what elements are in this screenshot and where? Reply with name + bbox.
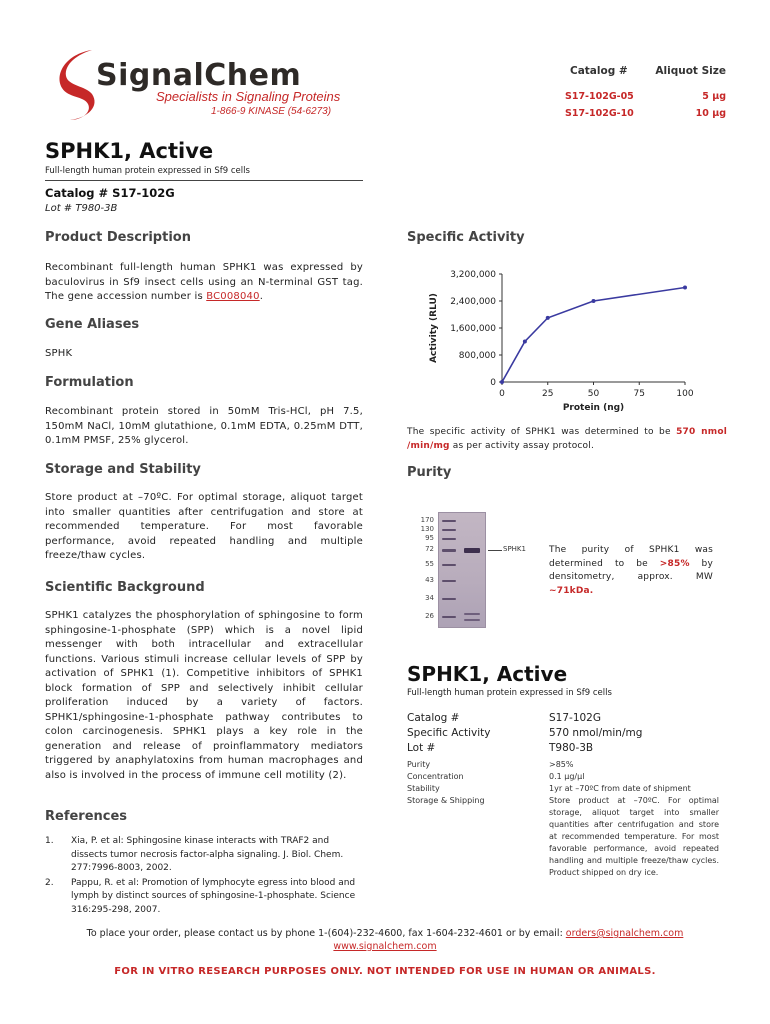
product-description-text [45, 261, 363, 305]
ds-value: T980-3B [549, 742, 594, 754]
ds-value: 570 nmol/min/mg [549, 727, 643, 739]
gene-aliases-heading: Gene Aliases [45, 317, 140, 332]
reference-number: 1. [45, 836, 54, 846]
mw-marker: 72 [425, 545, 434, 553]
x-tick-label: 50 [587, 389, 600, 399]
ladder-band [442, 538, 456, 540]
references-list [45, 835, 363, 918]
ds-concentration-value: 0.1 µg/µl [549, 772, 585, 781]
catalog-number: Catalog # S17-102G [45, 186, 175, 200]
mw-marker: 55 [425, 560, 434, 568]
purity-text [549, 544, 713, 598]
ladder-band [442, 549, 456, 552]
product-title: SPHK1, Active [45, 139, 214, 163]
y-tick-label: 800,000 [458, 351, 496, 361]
background-heading: Scientific Background [45, 580, 205, 595]
y-tick-label: 1,600,000 [450, 324, 496, 334]
datasheet-title: SPHK1, Active [407, 662, 568, 686]
ds-small-label: Concentration [407, 772, 464, 781]
y-tick-label: 3,200,000 [450, 270, 496, 280]
reference-item [45, 877, 363, 918]
activity-data-point [683, 286, 687, 290]
activity-data-point [546, 316, 550, 320]
gel-lanes [438, 512, 486, 628]
ds-label: Specific Activity [407, 727, 491, 739]
brand-name: SignalChem [96, 58, 302, 93]
brand-tagline: Specialists in Signaling Proteins [156, 89, 341, 104]
mw-value: ~71kDa. [549, 585, 594, 596]
footer-contact [0, 928, 770, 939]
purity-heading: Purity [407, 465, 452, 480]
purity-text-start: The purity of SPHK1 was determined to be [549, 545, 713, 569]
mw-marker: 130 [420, 525, 434, 533]
accession-link[interactable]: BC008040 [206, 291, 260, 302]
ds-label: Lot # [407, 742, 436, 754]
research-use-warning: FOR IN VITRO RESEARCH PURPOSES ONLY. NOT INTENDED FOR USE IN HUMAN OR ANIMALS. [114, 966, 656, 977]
description-text-end: . [259, 291, 264, 302]
activity-text-end: as per activity assay protocol. [449, 440, 595, 451]
background-text: SPHK1 catalyzes the phosphorylation of sphingosine to form sphingosine-1-phosphate (SPP) which is a novel lipid messenger with both intracellular and extracellular functions. Various stimuli increase cellular levels of SPP by activation of SPHK1 (1). Competitive inhibitors of SPHK1 block formation of SPP and selectively inhibit cellular proliferation induced by a variety of factors. SPHK1/sphingosine-1-phosphate pathway contributes to colon carcinogenesis. SPHK1 plays a key role in the generation and release of proinflammatory mediators triggered by anaphylatoxins from human macrophages and also is involved in the process of immune cell motility (2). [45, 610, 363, 781]
ds-purity-value: >85% [549, 760, 574, 769]
ladder-band [442, 564, 456, 566]
ds-value: S17-102G [549, 712, 601, 724]
gel-image [412, 512, 542, 632]
formulation-text: Recombinant protein stored in 50mM Tris-HCl, pH 7.5, 150mM NaCl, 10mM glutathione, 0.1mM EDTA, 0.25mM DTT, 0.1mM PMSF, 25% glycerol. [45, 406, 363, 446]
ds-label: Catalog # [407, 712, 460, 724]
ds-small-label: Purity [407, 760, 431, 769]
activity-data-point [592, 299, 596, 303]
product-description-heading: Product Description [45, 230, 191, 245]
activity-text: The specific activity of SPHK1 was determined to be [407, 427, 677, 437]
size-cell: 5 µg [702, 91, 726, 102]
purity-value: >85% [659, 558, 690, 569]
ladder-band [442, 580, 456, 582]
y-tick-label: 0 [490, 378, 496, 388]
reference-text: Xia, P. et al: Sphingosine kinase interacts with TRAF2 and dissects tumor necrosis factor-alpha signaling. J. Biol. Chem. 277:7996-8003, 2002. [71, 836, 344, 873]
contact-text: To place your order, please contact us by phone 1-(604)-232-4600, fax 1-604-232-4601 or by email: [86, 928, 566, 939]
catalog-column-header: Catalog # [570, 65, 628, 77]
reference-text: Pappu, R. et al: Promotion of lymphocyte egress into blood and lymph by distinct sources of sphingosine-1-phosphate. Science 316:295-298, 2007. [71, 877, 356, 915]
aliquot-column-header: Aliquot Size [655, 65, 726, 77]
mw-marker: 34 [425, 594, 434, 602]
ladder-band [442, 598, 456, 600]
catalog-cell: S17-102G-10 [565, 108, 634, 119]
activity-chart [410, 260, 710, 422]
minor-band [464, 619, 480, 621]
x-tick-label: 0 [499, 389, 505, 399]
band-arrow [488, 550, 502, 551]
gene-aliases-text: SPHK [45, 348, 73, 359]
specific-activity-heading: Specific Activity [407, 230, 525, 245]
x-tick-label: 75 [633, 389, 645, 399]
x-tick-label: 100 [676, 389, 694, 399]
x-tick-label: 25 [542, 389, 554, 399]
ds-small-label: Storage & Shipping [407, 796, 485, 805]
ladder-band [442, 520, 456, 522]
activity-data-point [500, 380, 504, 384]
ds-small-label: Stability [407, 784, 440, 793]
website-link[interactable]: www.signalchem.com [333, 941, 437, 952]
ladder-band [442, 529, 456, 531]
band-label: SPHK1 [503, 545, 526, 553]
ladder-band [442, 616, 456, 618]
title-divider [45, 180, 363, 181]
x-axis-label: Protein (ng) [562, 403, 625, 413]
reference-item [45, 835, 363, 876]
reference-number: 2. [45, 877, 54, 888]
minor-band [464, 613, 480, 615]
sphk1-band [464, 548, 480, 553]
ds-storage-value: Store product at –70ºC. For optimal storage, aliquot target into smaller quantities after centrifugation and store at recommended temperature. For most favorable performance, avoid repeated handling and multiple freeze/thaw cycles. Product shipped on dry ice. [549, 796, 719, 877]
brand-phone: 1-866-9 KINASE (54-6273) [211, 106, 332, 117]
catalog-cell: S17-102G-05 [565, 91, 634, 102]
y-axis-label: Activity (RLU) [429, 293, 439, 363]
y-tick-label: 2,400,000 [450, 297, 496, 307]
product-subtitle: Full-length human protein expressed in Sf9 cells [45, 166, 250, 176]
mw-marker: 170 [420, 516, 434, 524]
mw-marker: 26 [425, 612, 434, 620]
mw-marker: 95 [425, 534, 434, 542]
description-text: Recombinant full-length human SPHK1 was expressed by baculovirus in Sf9 insect cells using an N-terminal GST tag. The gene accession number is [45, 262, 363, 302]
activity-data-point [523, 340, 527, 344]
specific-activity-text [407, 426, 727, 453]
ds-stability-value: 1yr at –70ºC from date of shipment [549, 784, 691, 793]
activity-value: 570 nmol /min/mg [407, 427, 727, 451]
purity-text-mid: by densitometry, approx. MW [549, 558, 713, 582]
footer-website [0, 941, 770, 952]
datasheet-subtitle: Full-length human protein expressed in Sf9 cells [407, 688, 612, 698]
storage-text: Store product at –70ºC. For optimal storage, aliquot target into smaller quantities after centrifugation and store at recommended temperature. For most favorable performance, avoid repeated handling and multiple freeze/thaw cycles. [45, 492, 363, 561]
references-heading: References [45, 809, 128, 824]
email-link[interactable]: orders@signalchem.com [565, 928, 684, 939]
size-cell: 10 µg [695, 108, 726, 119]
storage-heading: Storage and Stability [45, 462, 201, 477]
mw-marker: 43 [425, 576, 434, 584]
formulation-heading: Formulation [45, 375, 134, 390]
lot-number: Lot # T980-3B [45, 203, 118, 214]
